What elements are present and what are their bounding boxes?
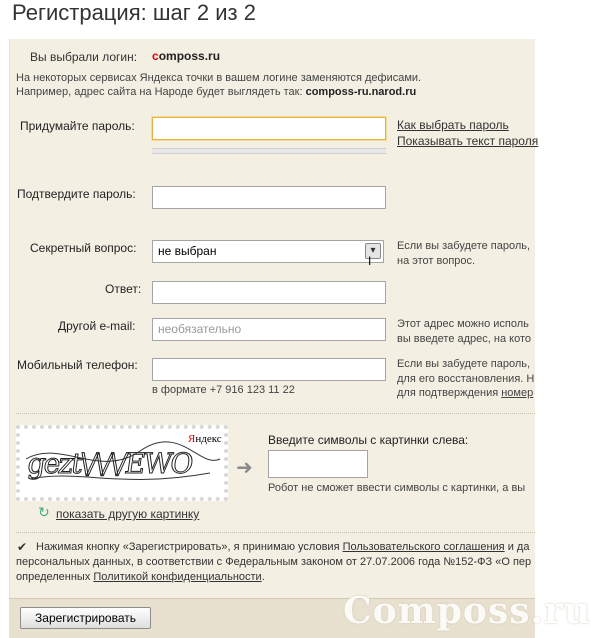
show-password-text-link[interactable]: Показывать текст пароля <box>397 134 539 148</box>
login-note-prefix: Например, адрес сайта на Народе будет выглядеть так: <box>16 86 306 98</box>
chevron-down-icon[interactable]: ▾ <box>365 243 381 259</box>
confirm-password-input[interactable] <box>152 186 386 209</box>
captcha-distorted-text: gezt\/\/\/EWO <box>25 447 194 480</box>
register-button[interactable]: Зарегистрировать <box>20 607 151 629</box>
accept-terms-checkbox[interactable]: ✔ <box>17 540 28 554</box>
secret-question-hint-line1: Если вы забудете пароль, <box>397 240 531 252</box>
other-email-label: Другой e-mail: <box>58 319 136 333</box>
mobile-hint-line2: для его восстановления. Н <box>397 373 535 385</box>
other-email-hint-line1: Этот адрес можно исполь <box>397 318 529 330</box>
login-label: Вы выбрали логин: <box>30 50 138 64</box>
secret-question-hint-line2: на этот вопрос. <box>397 255 476 267</box>
other-email-placeholder: необязательно <box>158 322 242 336</box>
mobile-hint-line1: Если вы забудете пароль, <box>397 358 531 370</box>
site-watermark: Composs.ru <box>343 590 591 632</box>
answer-input[interactable] <box>152 281 386 304</box>
mobile-phone-format-hint: в формате +7 916 123 11 22 <box>152 384 295 396</box>
password-strength-meter <box>152 148 386 154</box>
secret-question-select[interactable]: не выбран <box>152 240 384 263</box>
captcha-noise-lines <box>20 429 224 497</box>
mobile-phone-input[interactable] <box>152 358 386 381</box>
user-agreement-link[interactable]: Пользовательского соглашения <box>342 541 505 553</box>
login-value-rest: omposs.ru <box>158 49 221 63</box>
terms-line3: определенных Политикой конфиденциальности. <box>16 571 265 583</box>
mobile-hint-line3 <box>397 387 533 399</box>
login-note-line2 <box>16 86 416 98</box>
mobile-hint-line3-prefix: для подтверждения <box>397 387 502 399</box>
yandex-logo: Яндекс <box>188 433 222 445</box>
mobile-number-link[interactable]: номер <box>501 387 534 399</box>
captcha-input[interactable] <box>268 450 368 478</box>
password-input[interactable] <box>152 117 386 140</box>
how-to-choose-password-link[interactable]: Как выбрать пароль <box>397 118 509 132</box>
captcha-image <box>16 425 228 501</box>
login-value <box>152 49 220 63</box>
secret-question-label: Секретный вопрос: <box>30 241 137 255</box>
privacy-policy-link[interactable]: Политикой конфиденциальности <box>93 571 262 583</box>
password-label: Придумайте пароль: <box>20 119 135 133</box>
captcha-robot-note: Робот не сможет ввести символы с картинки, а вы <box>268 482 526 494</box>
section-divider <box>16 413 535 414</box>
section-divider-terms <box>16 532 535 533</box>
arrow-right-icon: ➜ <box>236 457 253 479</box>
mobile-phone-label: Мобильный телефон: <box>17 358 138 372</box>
terms-line1: Нажимая кнопку «Зарегистрировать», я принимаю условия Пользовательского соглашения и да <box>36 541 530 553</box>
confirm-password-label: Подтвердите пароль: <box>17 187 136 201</box>
answer-label: Ответ: <box>105 282 142 296</box>
login-note-line1: На некоторых сервисах Яндекса точки в вашем логине заменяются дефисами. <box>16 72 422 84</box>
captcha-instruction-label: Введите символы с картинки слева: <box>268 433 469 447</box>
show-another-picture-link[interactable]: показать другую картинку <box>56 507 200 521</box>
other-email-hint-line2: вы введете адрес, на кото <box>397 333 531 345</box>
refresh-icon[interactable]: ↻ <box>38 504 50 520</box>
login-value-first-letter: c <box>152 49 159 63</box>
other-email-input[interactable] <box>152 318 386 341</box>
text-cursor-icon: I <box>368 254 372 268</box>
terms-line2: персональных данных, в соответствии с Федеральным законом от 27.07.2006 года №152-ФЗ «О пер <box>16 556 532 568</box>
page-title: Регистрация: шаг 2 из 2 <box>12 0 256 25</box>
login-note-example: composs-ru.narod.ru <box>305 86 417 98</box>
